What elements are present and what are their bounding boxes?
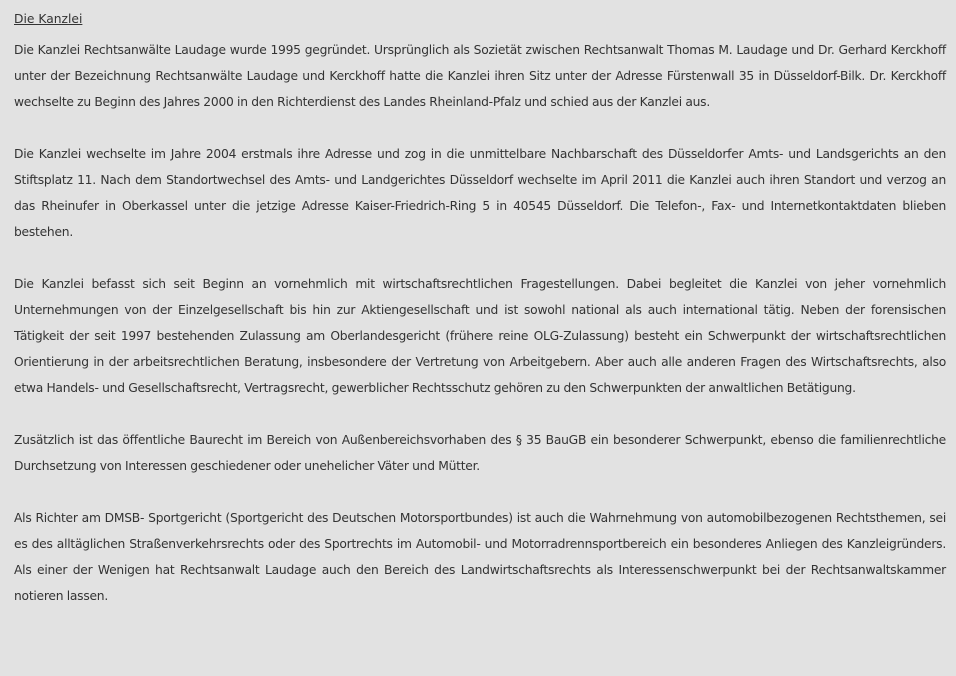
- paragraph-additional-focus: Zusätzlich ist das öffentliche Baurecht im Bereich von Außenbereichsvorhaben des § 35 BauGB ein besonderer Schwerpunkt, ebenso die familienrechtliche Durchsetzung von Interessen geschiedener oder unehelicher Väter und Mütter.: [14, 433, 946, 473]
- paragraph-motorsport: Als Richter am DMSB- Sportgericht (Sportgericht des Deutschen Motorsportbundes) ist auch die Wahrnehmung von automobilbezogenen Rechtsthemen, sei es des alltäglichen Straßenverkehrsrechts oder des Sportrechts im Automobil- und Motorradrennsportbereich ein besonderes Anliegen des Kanzleigründers. Als einer der Wenigen hat Rechtsanwalt Laudage auch den Bereich des Landwirtschaftsrechts als Interessenschwerpunkt bei der Rechtsanwaltskammer notieren lassen.: [14, 511, 946, 603]
- page-content: [14, 8, 946, 635]
- paragraph-focus: Die Kanzlei befasst sich seit Beginn an vornehmlich mit wirtschaftsrechtlichen Fragestellungen. Dabei begleitet die Kanzlei von jeher vornehmlich Unternehmungen von der Einzelgesellschaft bis hin zur Aktiengesellschaft und ist sowohl national als auch international tätig. Neben der forensischen Tätigkeit der seit 1997 bestehenden Zulassung am Oberlandesgericht (frühere reine OLG-Zulassung) besteht ein Schwerpunkt der wirtschaftsrechtlichen Orientierung in der arbeitsrechtlichen Beratung, insbesondere der Vertretung von Arbeitgebern. Aber auch alle anderen Fragen des Wirtschaftsrechts, also etwa Handels- und Gesellschaftsrecht, Vertragsrecht, gewerblicher Rechtsschutz gehören zu den Schwerpunkten der anwaltlichen Betätigung.: [14, 277, 946, 395]
- page-title: Die Kanzlei: [14, 12, 83, 26]
- paragraph-location: Die Kanzlei wechselte im Jahre 2004 erstmals ihre Adresse und zog in die unmittelbare Nachbarschaft des Düsseldorfer Amts- und Landsgerichts an den Stiftsplatz 11. Nach dem Standortwechsel des Amts- und Landgerichtes Düsseldorf wechselte im April 2011 die Kanzlei auch ihren Standort und verzog an das Rheinufer in Oberkassel unter die jetzige Adresse Kaiser-Friedrich-Ring 5 in 40545 Düsseldorf. Die Telefon-, Fax- und Internetkontaktdaten blieben bestehen.: [14, 147, 946, 239]
- paragraph-history: Die Kanzlei Rechtsanwälte Laudage wurde 1995 gegründet. Ursprünglich als Sozietät zwischen Rechtsanwalt Thomas M. Laudage und Dr. Gerhard Kerckhoff unter der Bezeichnung Rechtsanwälte Laudage und Kerckhoff hatte die Kanzlei ihren Sitz unter der Adresse Fürstenwall 35 in Düsseldorf-Bilk. Dr. Kerckhoff wechselte zu Beginn des Jahres 2000 in den Richterdienst des Landes Rheinland-Pfalz und schied aus der Kanzlei aus.: [14, 43, 946, 109]
